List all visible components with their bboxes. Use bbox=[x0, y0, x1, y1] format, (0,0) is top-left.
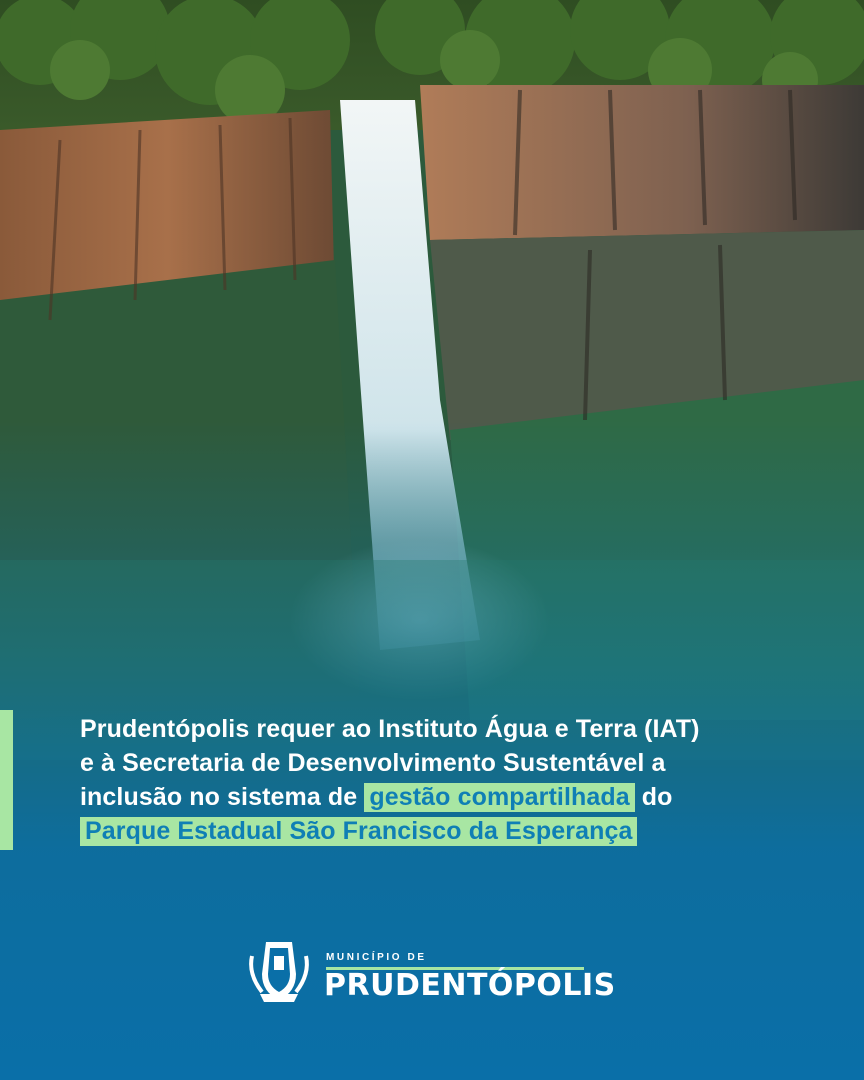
headline-line-1: Prudentópolis requer ao Instituto Água e Terra (IAT) bbox=[80, 715, 700, 743]
municipality-logo bbox=[242, 934, 616, 1010]
headline-line-4 bbox=[80, 814, 840, 848]
headline-line-3-prefix: inclusão no sistema de bbox=[80, 783, 358, 811]
headline-line-3-suffix: do bbox=[641, 783, 673, 811]
highlight-park-name: Parque Estadual São Francisco da Esperança bbox=[80, 817, 637, 846]
headline-line-2: e à Secretaria de Desenvolvimento Sustentável a bbox=[80, 749, 666, 777]
accent-bar bbox=[0, 710, 13, 850]
logo-prefix: MUNICÍPIO DE bbox=[326, 952, 427, 963]
logo-wordmark: PRUDENTÓPOLIS bbox=[324, 968, 616, 1003]
highlight-gestao-compartilhada: gestão compartilhada bbox=[364, 783, 634, 812]
headline-line-3 bbox=[80, 780, 840, 814]
municipal-crest-icon bbox=[242, 934, 316, 1008]
headline bbox=[80, 712, 840, 848]
